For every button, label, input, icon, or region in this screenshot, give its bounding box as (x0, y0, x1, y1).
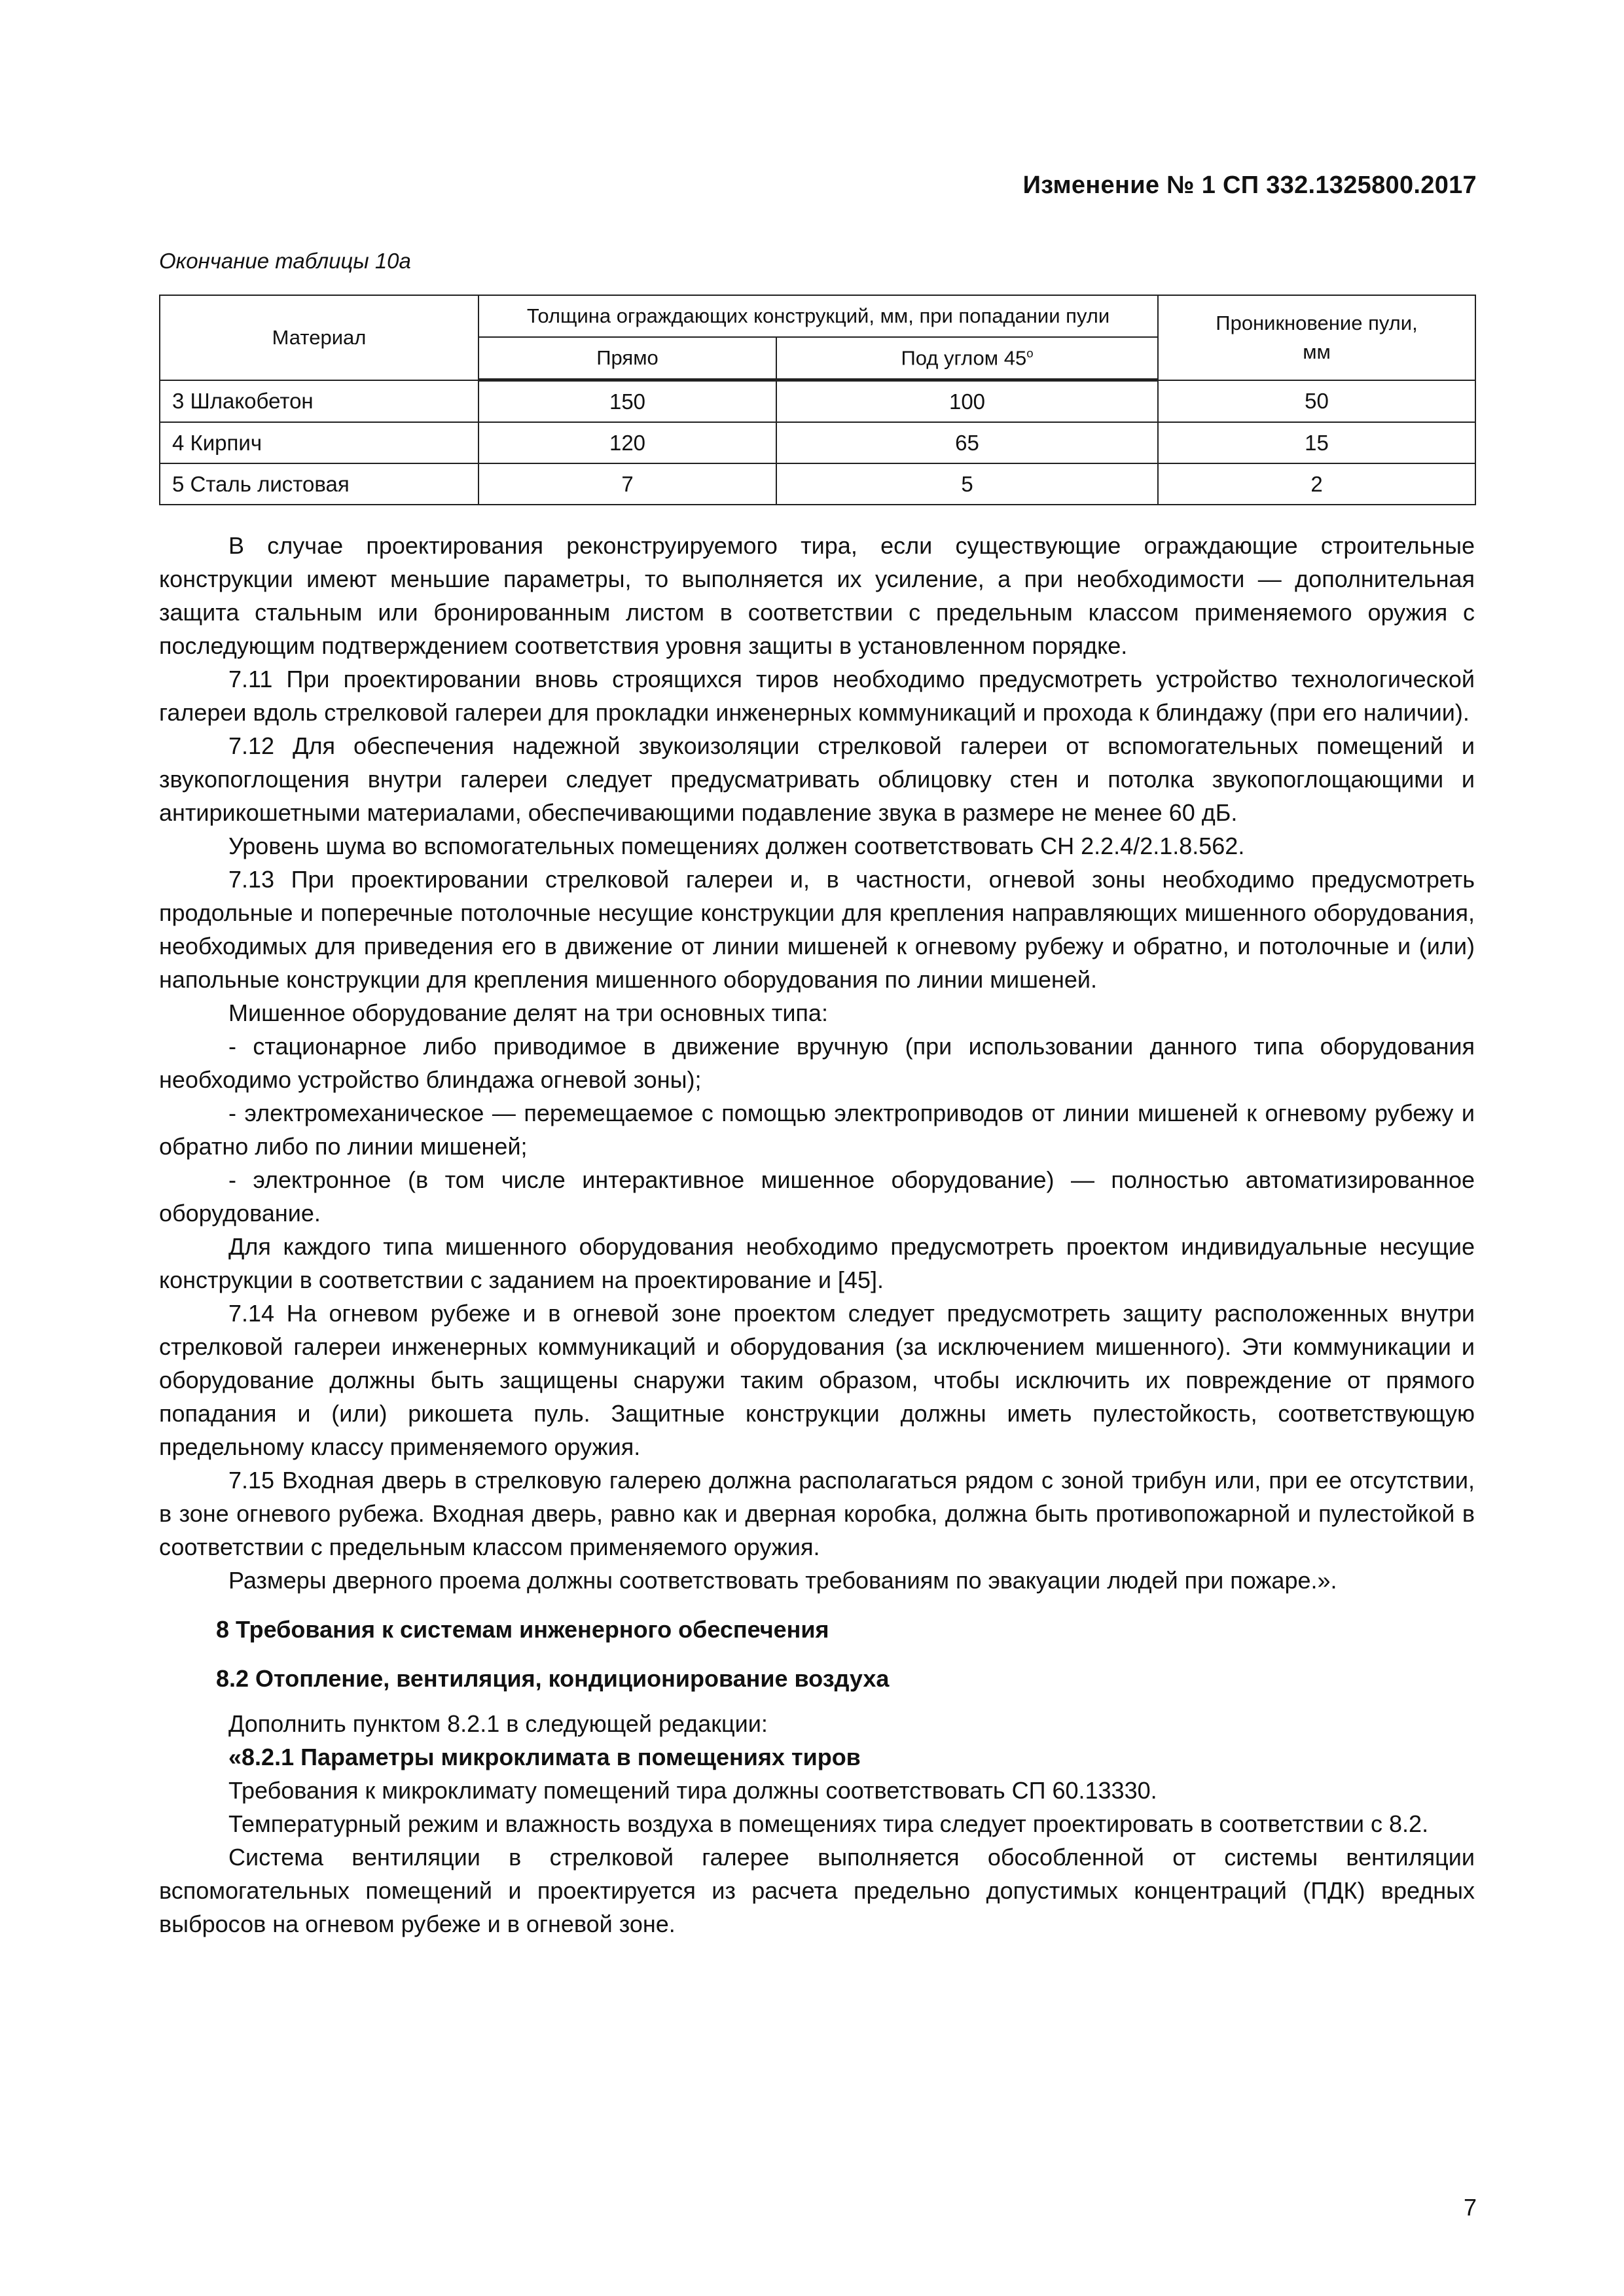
paragraph-7-14: 7.14 На огневом рубеже и в огневой зоне проектом следует предусмотреть защиту расположенных внутри стрелковой галереи инженерных коммуникаций и оборудования (за исключением мишенного). Эти коммуникации и оборудование должны быть защищены снаружи таким образом, чтобы исключить их повреждение от прямого попадания и (или) рикошета пуль. Защитные конструкции должны иметь пулестойкость, соответствующую предельному классу применяемого оружия. (159, 1300, 1475, 1460)
paragraph-microclimate: Требования к микроклимату помещений тира должны соответствовать СП 60.13330. (228, 1777, 1157, 1804)
cell-penetration: 2 (1158, 463, 1475, 505)
list-item: - стационарное либо приводимое в движение вручную (при использовании данного типа оборудования необходимо устройство блиндажа огневой зоны); (159, 1033, 1475, 1093)
document-header: Изменение № 1 СП 332.1325800.2017 (1022, 171, 1477, 199)
body-text (159, 529, 1475, 1941)
list-item: - электромеханическое — перемещаемое с помощью электроприводов от линии мишеней к огневому рубежу и обратно либо по линии мишеней; (159, 1100, 1475, 1160)
paragraph-add-note: Дополнить пунктом 8.2.1 в следующей редакции: (228, 1710, 768, 1737)
cell-direct: 7 (478, 463, 776, 505)
materials-table (159, 295, 1476, 505)
paragraph-7-12: 7.12 Для обеспечения надежной звукоизоляции стрелковой галереи от вспомогательных помещений и звукопоглощения внутри галереи следует предусматривать облицовку стен и потолка звукопоглощающими и антирикошетными материалами, обеспечивающими подавление звука в размере не менее 60 дБ. (159, 732, 1475, 826)
paragraph-target-types: Мишенное оборудование делят на три основных типа: (228, 999, 828, 1026)
subheading-8-2-1: «8.2.1 Параметры микроклимата в помещениях тиров (228, 1744, 861, 1770)
cell-material: 3 Шлакобетон (160, 380, 478, 423)
cell-material: 5 Сталь листовая (160, 463, 478, 505)
header-angle-label: Под углом 45 (901, 346, 1027, 370)
paragraph-door: Размеры дверного проема должны соответствовать требованиям по эвакуации людей при пожаре.». (228, 1567, 1337, 1594)
header-material: Материал (160, 295, 478, 380)
header-penetration (1158, 295, 1475, 380)
header-angle (776, 337, 1158, 380)
paragraph-structures: Для каждого типа мишенного оборудования необходимо предусмотреть проектом индивидуальные несущие конструкции в соответствии с заданием на проектирование и [45]. (159, 1233, 1475, 1293)
header-thickness-group: Толщина ограждающих конструкций, мм, при попадании пули (478, 295, 1158, 337)
cell-direct: 120 (478, 422, 776, 463)
paragraph-7-13: 7.13 При проектировании стрелковой галереи и, в частности, огневой зоны необходимо предусмотреть продольные и поперечные потолочные несущие конструкции для крепления направляющих мишенного оборудования, необходимых для приведения его в движение от линии мишеней к огневому рубежу и обратно, и потолочные и (или) напольные конструкции для крепления мишенного оборудования по линии мишеней. (159, 866, 1475, 993)
cell-angle: 100 (776, 380, 1158, 423)
table-row (160, 422, 1475, 463)
cell-penetration: 50 (1158, 380, 1475, 423)
header-penetration-label: Проникновение пули, мм (1216, 311, 1418, 363)
paragraph-temperature: Температурный режим и влажность воздуха в помещениях тира следует проектировать в соответствии с 8.2. (228, 1810, 1429, 1837)
table-row (160, 463, 1475, 505)
paragraph-7-11: 7.11 При проектировании вновь строящихся тиров необходимо предусмотреть устройство технологической галереи вдоль стрелковой галереи для прокладки инженерных коммуникаций и прохода к блиндажу (при его наличии). (159, 666, 1475, 726)
paragraph-reconstruction: В случае проектирования реконструируемого тира, если существующие ограждающие строительные конструкции имеют меньшие параметры, то выполняется их усиление, а при необходимости — дополнительная защита стальным или бронированным листом в соответствии с предельным классом применяемого оружия с последующим подтверждением соответствия уровня защиты в установленном порядке. (159, 532, 1475, 659)
list-item: - электронное (в том числе интерактивное мишенное оборудование) — полностью автоматизированное оборудование. (159, 1166, 1475, 1227)
header-direct: Прямо (478, 337, 776, 380)
cell-direct: 150 (478, 380, 776, 423)
header-angle-degree: о (1026, 346, 1034, 360)
paragraph-noise: Уровень шума во вспомогательных помещениях должен соответствовать СН 2.2.4/2.1.8.562. (228, 833, 1245, 859)
cell-material: 4 Кирпич (160, 422, 478, 463)
paragraph-ventilation: Система вентиляции в стрелковой галерее выполняется обособленной от системы вентиляции вспомогательных помещений и проектируется из расчета предельно допустимых концентраций (ПДК) вредных выбросов на огневом рубеже и в огневой зоне. (159, 1844, 1475, 1937)
table-row (160, 380, 1475, 423)
cell-angle: 5 (776, 463, 1158, 505)
cell-penetration: 15 (1158, 422, 1475, 463)
cell-angle: 65 (776, 422, 1158, 463)
section-heading-8: 8 Требования к системам инженерного обеспечения (216, 1616, 829, 1643)
page-number: 7 (1463, 2194, 1477, 2221)
section-heading-8-2: 8.2 Отопление, вентиляция, кондиционирование воздуха (216, 1665, 890, 1692)
table-caption: Окончание таблицы 10а (159, 249, 411, 273)
paragraph-7-15: 7.15 Входная дверь в стрелковую галерею должна располагаться рядом с зоной трибун или, при ее отсутствии, в зоне огневого рубежа. Входная дверь, равно как и дверная коробка, должна быть противопожарной и пулестойкой в соответствии с предельным классом применяемого оружия. (159, 1467, 1475, 1560)
